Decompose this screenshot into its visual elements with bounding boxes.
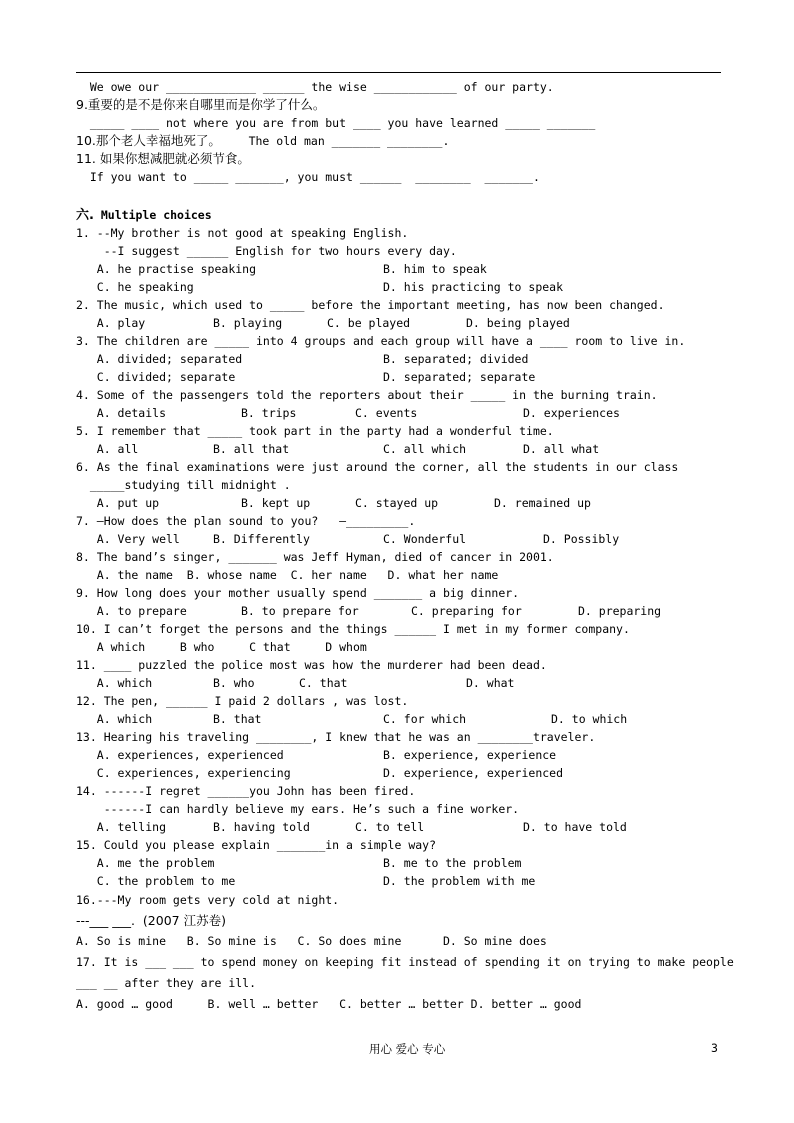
answer-option[interactable]: D. to which: [551, 712, 628, 726]
question-text: 3. The children are _____ into 4 groups and each group will have a ____ room to live in.: [76, 334, 686, 348]
question-10: [76, 620, 721, 656]
question-3: [76, 332, 721, 386]
question-12: [76, 692, 721, 728]
question-8: [76, 548, 721, 584]
option-row: [76, 530, 721, 548]
option-row: [76, 368, 721, 386]
answer-option[interactable]: B. playing: [213, 316, 283, 330]
section-heading: [76, 206, 721, 224]
option-row: [76, 638, 721, 656]
answer-option[interactable]: B. all that: [213, 442, 290, 456]
option-row: [76, 494, 721, 512]
answer-option[interactable]: C. events: [355, 406, 418, 420]
question-7: [76, 512, 721, 548]
page-content: [76, 78, 734, 1015]
answer-option[interactable]: D. his practicing to speak: [383, 280, 564, 294]
option-row: [76, 278, 721, 296]
question-text: 6. As the final examinations were just around the corner, all the students in our class: [76, 460, 679, 474]
translation-q9-chinese: 9.重要的是不是你来自哪里而是你学了什么。: [76, 97, 326, 112]
option-row: [76, 350, 721, 368]
question-text: 2. The music, which used to _____ before the important meeting, has now been changed.: [76, 298, 665, 312]
question-text: 4. Some of the passengers told the reporters about their _____ in the burning train.: [76, 388, 658, 402]
translation-q9-english: _____ ____ not where you are from but ____ you have learned _____ _______: [76, 116, 596, 130]
answer-option[interactable]: A. he practise speaking: [76, 262, 257, 276]
question-4: [76, 386, 721, 422]
question-13: [76, 728, 721, 782]
question-text: 14. ------I regret ______you John has been fired.: [76, 784, 416, 798]
answer-option[interactable]: D. to have told: [523, 820, 627, 834]
answer-option[interactable]: D. remained up: [494, 496, 591, 510]
answer-option[interactable]: D. Possibly: [543, 532, 620, 546]
answer-option[interactable]: C. to tell: [355, 820, 425, 834]
option-row: [76, 746, 721, 764]
answer-option[interactable]: A. play: [76, 316, 146, 330]
answer-option[interactable]: B. me to the problem: [383, 856, 522, 870]
question-16-options: A. So is mine B. So mine is C. So does mine D. So mine does: [76, 934, 547, 948]
answer-option[interactable]: B. that: [213, 712, 262, 726]
answer-option[interactable]: C. that: [299, 676, 348, 690]
answer-option[interactable]: D. what: [466, 676, 515, 690]
option-row: [76, 764, 721, 782]
answer-option[interactable]: D. all what: [523, 442, 600, 456]
page-footer: [0, 1041, 794, 1059]
option-row: [76, 818, 721, 836]
answer-option[interactable]: A. experiences, experienced: [76, 748, 284, 762]
question-15: [76, 836, 721, 890]
option-row: [76, 440, 721, 458]
question-text: 11. ____ puzzled the police most was how the murderer had been dead.: [76, 658, 547, 672]
answer-option[interactable]: A. the name B. whose name C. her name D. what her name: [76, 568, 499, 582]
answer-option[interactable]: D. experience, experienced: [383, 766, 564, 780]
translation-q11-chinese: 11. 如果你想减肥就必须节食。: [76, 151, 250, 166]
option-row: [76, 566, 721, 584]
question-1: [76, 224, 721, 296]
translation-q11-english: If you want to _____ _______, you must ______ ________ _______.: [76, 170, 540, 184]
question-text: 15. Could you please explain _______in a simple way?: [76, 838, 437, 852]
option-row: [76, 854, 721, 872]
question-6: [76, 458, 721, 512]
question-9: [76, 584, 721, 620]
question-text: ------I can hardly believe my ears. He’s such a fine worker.: [76, 802, 520, 816]
question-text: 8. The band’s singer, _______ was Jeff Hyman, died of cancer in 2001.: [76, 550, 554, 564]
answer-option[interactable]: B. to prepare for: [241, 604, 359, 618]
answer-option[interactable]: A. divided; separated: [76, 352, 243, 366]
option-row: [76, 872, 721, 890]
answer-option[interactable]: A. which: [76, 676, 153, 690]
answer-option[interactable]: C. preparing for: [411, 604, 522, 618]
question-text: 5. I remember that _____ took part in the party had a wonderful time.: [76, 424, 554, 438]
answer-option[interactable]: A. which: [76, 712, 153, 726]
option-row: [76, 260, 721, 278]
translation-q10-english: The old man _______ ________.: [220, 134, 450, 148]
option-row: [76, 314, 721, 332]
answer-option[interactable]: C. stayed up: [355, 496, 439, 510]
question-17-options: A. good … good B. well … better C. better … better D. better … good: [76, 997, 582, 1011]
question-text: 12. The pen, ______ I paid 2 dollars , was lost.: [76, 694, 409, 708]
header-rule: [76, 72, 721, 73]
question-list: [76, 224, 721, 890]
answer-option[interactable]: C. the problem to me: [76, 874, 236, 888]
answer-option[interactable]: A which B who C that D whom: [76, 640, 367, 654]
answer-option[interactable]: D. the problem with me: [383, 874, 536, 888]
question-text: _____studying till midnight .: [76, 478, 291, 492]
answer-option[interactable]: B. trips: [241, 406, 297, 420]
question-2: [76, 296, 721, 332]
question-14: [76, 782, 721, 836]
question-17-line-2: ___ __ after they are ill.: [76, 976, 257, 990]
answer-option[interactable]: B. separated; divided: [383, 352, 529, 366]
question-text: 10. I can’t forget the persons and the things ______ I met in my former company.: [76, 622, 630, 636]
option-row: [76, 404, 721, 422]
answer-option[interactable]: A. telling: [76, 820, 167, 834]
question-text: 7. —How does the plan sound to you? —_________.: [76, 514, 416, 528]
answer-option[interactable]: B. who: [213, 676, 255, 690]
section-heading-number: 六.: [76, 208, 94, 223]
option-row: [76, 674, 721, 692]
answer-option[interactable]: A. Very well: [76, 532, 180, 546]
translation-q10: [76, 132, 721, 150]
answer-option[interactable]: A. details: [76, 406, 167, 420]
answer-option[interactable]: D. being played: [466, 316, 570, 330]
question-16-line-2: ---___ ___. (2007 江苏卷): [76, 913, 226, 928]
question-text: 1. --My brother is not good at speaking English.: [76, 226, 409, 240]
answer-option[interactable]: D. preparing: [578, 604, 662, 618]
question-11: [76, 656, 721, 692]
question-16-line-1: 16.---My room gets very cold at night.: [76, 893, 340, 907]
answer-option[interactable]: B. having told: [213, 820, 310, 834]
question-text: 9. How long does your mother usually spend _______ a big dinner.: [76, 586, 520, 600]
option-row: [76, 602, 721, 620]
section-heading-text: Multiple choices: [93, 208, 212, 222]
answer-option[interactable]: B. experience, experience: [383, 748, 557, 762]
answer-option[interactable]: D. separated; separate: [383, 370, 536, 384]
translation-q10-chinese: 10.那个老人幸福地死了。: [76, 133, 221, 148]
answer-option[interactable]: C. be played: [327, 316, 411, 330]
answer-option[interactable]: C. Wonderful: [383, 532, 467, 546]
option-row: [76, 710, 721, 728]
translation-line-8: We owe our _____________ ______ the wise ____________ of our party.: [76, 80, 554, 94]
question-text: 13. Hearing his traveling ________, I knew that he was an ________traveler.: [76, 730, 596, 744]
answer-option[interactable]: B. kept up: [241, 496, 311, 510]
answer-option[interactable]: B. him to speak: [383, 262, 487, 276]
answer-option[interactable]: A. me the problem: [76, 856, 215, 870]
answer-option[interactable]: A. all: [76, 442, 139, 456]
answer-option[interactable]: A. put up: [76, 496, 160, 510]
page-number: 3: [711, 1041, 718, 1055]
answer-option[interactable]: C. divided; separate: [76, 370, 236, 384]
question-5: [76, 422, 721, 458]
answer-option[interactable]: C. experiences, experiencing: [76, 766, 291, 780]
answer-option[interactable]: C. for which: [383, 712, 467, 726]
answer-option[interactable]: C. he speaking: [76, 280, 194, 294]
answer-option[interactable]: B. Differently: [213, 532, 310, 546]
footer-motto: 用心 爱心 专心: [369, 1042, 446, 1056]
answer-option[interactable]: C. all which: [383, 442, 467, 456]
question-17-line-1: 17. It is ___ ___ to spend money on keeping fit instead of spending it on trying to make people: [76, 955, 734, 969]
answer-option[interactable]: D. experiences: [523, 406, 620, 420]
question-text: --I suggest ______ English for two hours every day.: [76, 244, 457, 258]
answer-option[interactable]: A. to prepare: [76, 604, 187, 618]
